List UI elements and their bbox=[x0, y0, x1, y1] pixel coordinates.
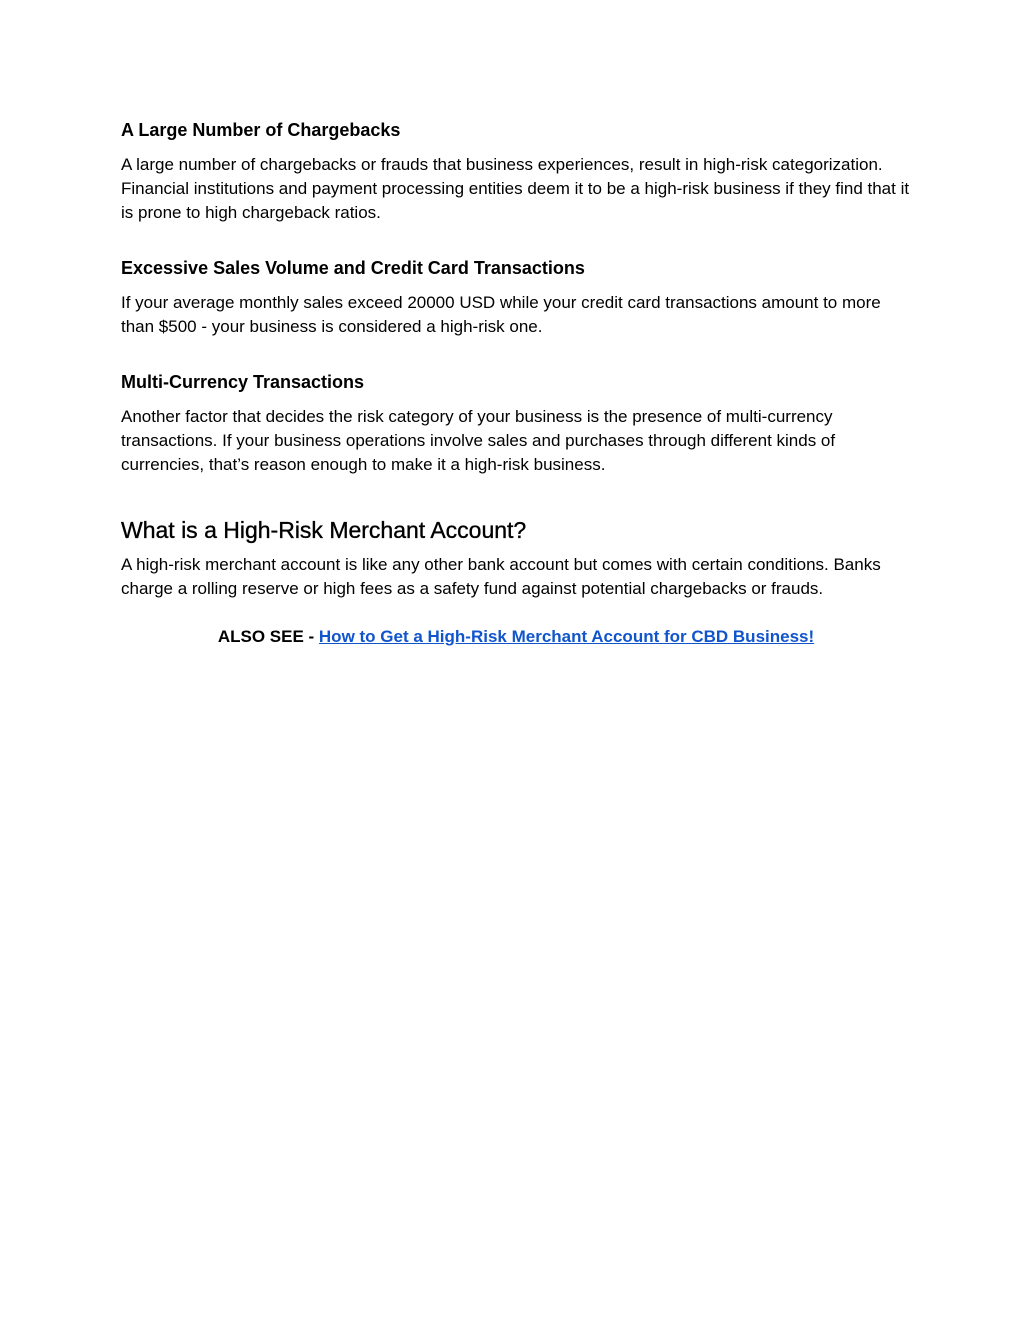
section-multi-currency bbox=[121, 370, 911, 477]
also-see-link[interactable]: How to Get a High-Risk Merchant Account for CBD Business! bbox=[318, 627, 815, 646]
section-paragraph: If your average monthly sales exceed 20000 USD while your credit card transactions amount to more than $500 - your business is considered a high-risk one. bbox=[121, 293, 881, 336]
section-paragraph: Another factor that decides the risk category of your business is the presence of multi-currency transactions. If your business operations involve sales and purchases through different kinds of currencies, that’s reason enough to make it a high-risk business. bbox=[121, 407, 836, 474]
also-see-prefix: ALSO SEE - bbox=[217, 627, 319, 646]
also-see-line bbox=[121, 625, 911, 649]
main-heading: What is a High-Risk Merchant Account? bbox=[121, 517, 527, 543]
section-paragraph: A large number of chargebacks or frauds that business experiences, result in high-risk categorization. Financial institutions and payment processing entities deem it to be a high-risk business if they find that it is prone to high chargeback ratios. bbox=[121, 155, 910, 222]
section-heading: A Large Number of Chargebacks bbox=[121, 120, 401, 140]
main-paragraph: A high-risk merchant account is like any other bank account but comes with certain conditions. Banks charge a rolling reserve or high fees as a safety fund against potential chargebacks or frauds. bbox=[121, 555, 881, 598]
section-heading: Multi-Currency Transactions bbox=[121, 372, 365, 392]
section-heading: Excessive Sales Volume and Credit Card Transactions bbox=[121, 258, 585, 278]
document-page bbox=[121, 118, 911, 649]
section-sales-volume bbox=[121, 256, 911, 339]
section-chargebacks bbox=[121, 118, 911, 225]
